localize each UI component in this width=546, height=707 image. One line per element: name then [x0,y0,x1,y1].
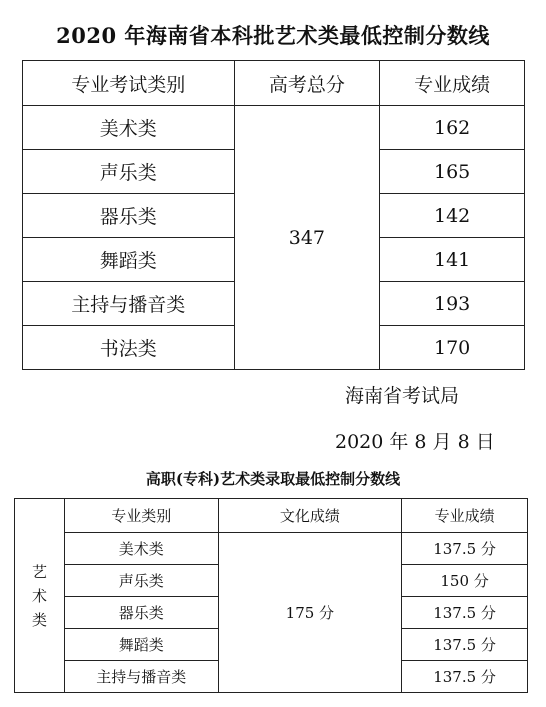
group-char: 艺 [31,562,47,581]
table-row [23,106,525,150]
category-cell: 美术类 [23,106,235,150]
header-category: 专业考试类别 [23,61,235,106]
score-cell: 141 [380,238,525,282]
section-title: 高职(专科)艺术类录取最低控制分数线 [145,470,401,488]
score-cell: 170 [380,326,525,370]
score-cell: 137.5 分 [402,597,528,629]
header-major-score: 专业成绩 [380,61,525,106]
undergrad-score-table [22,60,525,370]
table-header-row [15,499,528,533]
table-header-row [23,61,525,106]
total-score-cell: 347 [234,106,380,370]
score-cell: 137.5 分 [402,533,528,565]
page-title: 2020 年海南省本科批艺术类最低控制分数线 [56,23,490,48]
culture-score-cell: 175 分 [218,533,402,693]
issue-date: 2020 年 8 月 8 日 [335,431,495,453]
category-cell: 舞蹈类 [64,629,218,661]
header-total: 高考总分 [234,61,380,106]
category-cell: 舞蹈类 [23,238,235,282]
category-cell: 声乐类 [64,565,218,597]
score-cell: 165 [380,150,525,194]
category-cell: 声乐类 [23,150,235,194]
header-culture-score: 文化成绩 [218,499,402,533]
issuer: 海南省考试局 [345,385,460,407]
header-major-score: 专业成绩 [402,499,528,533]
score-cell: 162 [380,106,525,150]
category-cell: 器乐类 [64,597,218,629]
table-row [15,533,528,565]
category-cell: 器乐类 [23,194,235,238]
category-cell: 书法类 [23,326,235,370]
group-char: 术 [31,586,47,605]
category-cell: 主持与播音类 [64,661,218,693]
score-cell: 142 [380,194,525,238]
score-cell: 137.5 分 [402,661,528,693]
category-cell: 美术类 [64,533,218,565]
score-cell: 150 分 [402,565,528,597]
score-cell: 193 [380,282,525,326]
vocational-score-table [14,498,528,693]
category-cell: 主持与播音类 [23,282,235,326]
group-char: 类 [31,610,47,629]
header-category: 专业类别 [64,499,218,533]
score-cell: 137.5 分 [402,629,528,661]
group-label-cell [15,499,65,693]
